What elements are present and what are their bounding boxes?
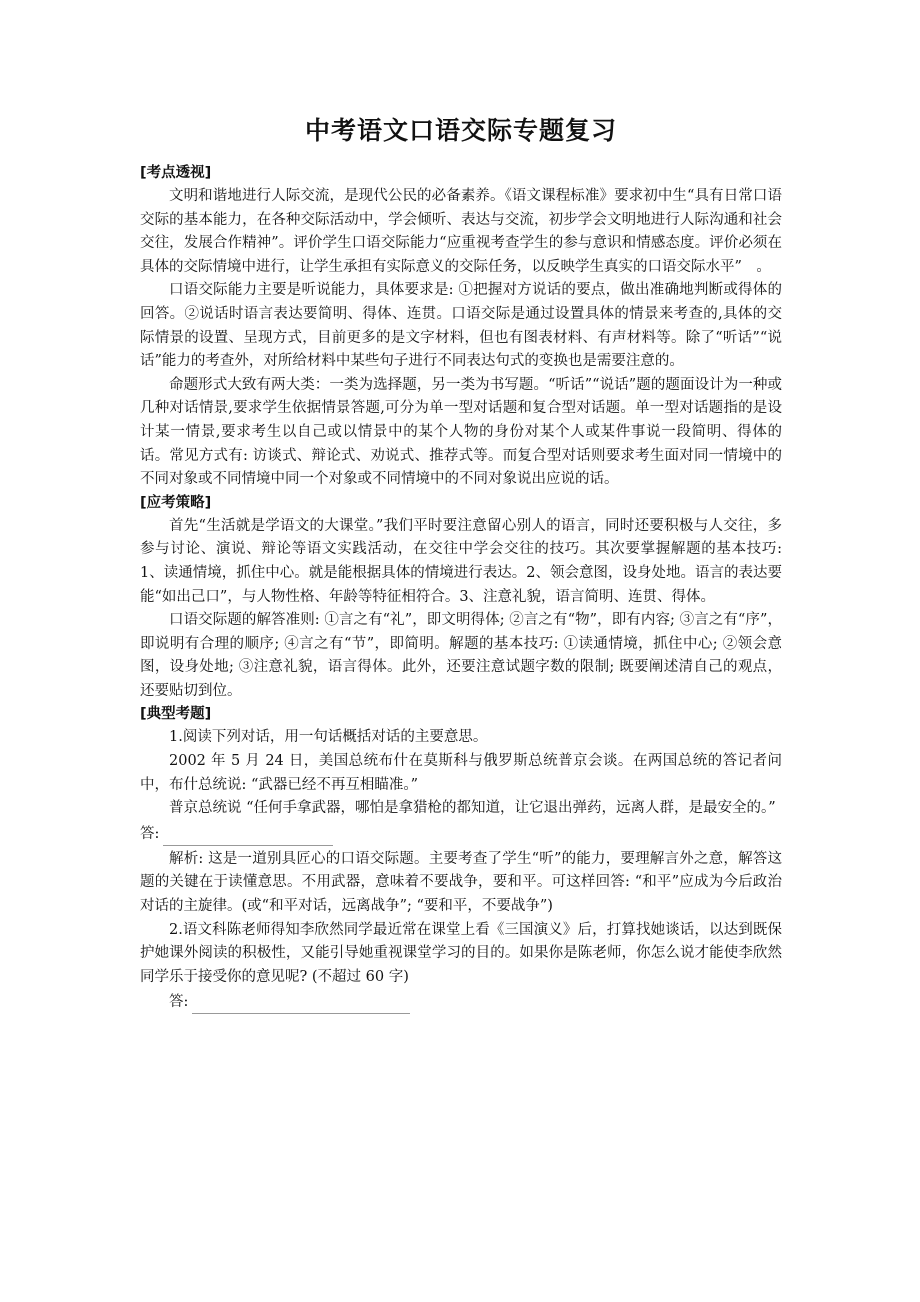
answer-1 — [140, 823, 782, 846]
section-heading-yingkao: [应考策略] — [140, 494, 212, 511]
analysis: 解析: 这是一道别具匠心的口语交际题。主要考查了学生“听”的能力，要理解言外之意，解答这题的关键在于读懂意思。不用武器，意味着不要战争，要和平。可这样回答: “和平”应成为今后政治对话的主旋律。(或“和平对话，远离战争”; “要和平，不要战争”) — [140, 850, 782, 915]
answer-2 — [140, 991, 782, 1014]
question-1-dialogue: 普京总统说 “任何手拿武器，哪怕是拿猎枪的都知道，让它退出弹药，远离人群，是最安全的。” — [169, 800, 776, 817]
section-heading-dianxing: [典型考题] — [140, 706, 212, 723]
section-heading-kaodian: [考点透视] — [140, 165, 212, 181]
paragraph: 口语交际题的解答准则: ①言之有“礼”，即文明得体; ②言之有“物”，即有内容; ③言之有“序”，即说明有合理的顺序; ④言之有“节”，即简明。解题的基本技巧: ①读通情境，抓住中心; ②领会意图，设身处地; ③注意礼貌，语言得体。此外，还要注意试题字数的限制; 既要阐述清自己的观点，还要贴切到位。 — [140, 612, 782, 699]
question-1-dialogue: 2002 年 5 月 24 日，美国总统布什在莫斯科与俄罗斯总统普京会谈。在两国总统的答记者问中，布什总统说: “武器已经不再互相瞄准。” — [140, 753, 782, 793]
document-page — [140, 112, 782, 1016]
question-2: 2.语文科陈老师得知李欣然同学最近常在课堂上看《三国演义》后，打算找她谈话，以达到既保护她课外阅读的积极性，又能引导她重视课堂学习的目的。如果你是陈老师，你怎么说才能使李欣然同学乐于接受你的意见呢? (不超过 60 字) — [140, 921, 782, 985]
answer-blank[interactable] — [163, 829, 333, 846]
answer-blank[interactable] — [192, 997, 410, 1014]
paragraph: 首先“生活就是学语文的大课堂。”我们平时要注意留心别人的语言，同时还要积极与人交往，多参与讨论、演说、辩论等语文实践活动，在交往中学会交往的技巧。其次要掌握解题的基本技巧: 1、读通情境，抓住中心。就是能根据具体的情境进行表达。2、领会意图，设身处地。语言的表达要能“如出己口”，与人物性格、年龄等特征相符合。3、注意礼貌，语言简明、连贯、得体。 — [140, 517, 782, 605]
question-1: 1.阅读下列对话，用一句话概括对话的主要意思。 — [169, 729, 488, 746]
answer-label: 答: — [140, 825, 160, 842]
paragraph: 命题形式大致有两大类：一类为选择题，另一类为书写题。“听话”“说话”题的题面设计为一种或几种对话情景,要求学生依据情景答题,可分为单一型对话题和复合型对话题。单一型对话题指的是设计某一情景,要求考生以自己或以情景中的某个人物的身份对某个人或某件事说一段简明、得体的话。常见方式有: 访谈式、辩论式、劝说式、推荐式等。而复合型对话则要求考生面对同一情境中的不同对象或不同情境中同一个对象或不同情境中的不同对象说出应说的话。 — [140, 376, 782, 488]
paragraph: 文明和谐地进行人际交流，是现代公民的必备素养。《语文课程标准》要求初中生“具有日常口语交际的基本能力，在各种交际活动中，学会倾听、表达与交流，初步学会文明地进行人际沟通和社会交往，发展合作精神”。评价学生口语交际能力“应重视考查学生的参与意识和情感态度。评价必须在具体的交际情境中进行，让学生承担有实际意义的交际任务，以反映学生真实的口语交际水平” 。 — [140, 188, 782, 275]
paragraph: 口语交际能力主要是听说能力，具体要求是: ①把握对方说话的要点，做出准确地判断或得体的回答。②说话时语言表达要简明、得体、连贯。口语交际是通过设置具体的情景来考查的,具体的交际情景的设置、呈现方式，目前更多的是文字材料，但也有图表材料、有声材料等。除了“听话”“说话”能力的考查外，对所给材料中某些句子进行不同表达句式的变换也是需要注意的。 — [140, 282, 782, 370]
answer-label: 答: — [169, 994, 189, 1011]
page-title: 中考语文口语交际专题复习 — [304, 116, 617, 145]
